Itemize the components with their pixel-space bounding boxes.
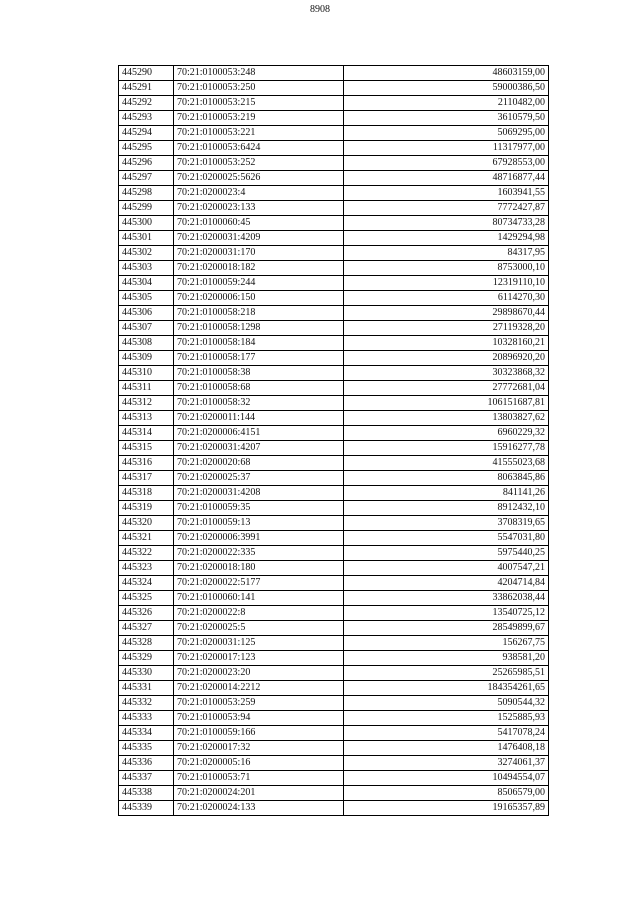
- table-row: [119, 306, 549, 321]
- row-number-cell: 445318: [119, 486, 174, 501]
- table-row: [119, 516, 549, 531]
- cadastral-number-cell: 70:21:0100060:141: [174, 591, 344, 606]
- row-number-cell: 445323: [119, 561, 174, 576]
- table-row: [119, 786, 549, 801]
- cadastral-value-cell: 19165357,89: [344, 801, 549, 816]
- cadastral-value-cell: 4007547,21: [344, 561, 549, 576]
- cadastral-value-cell: 3708319,65: [344, 516, 549, 531]
- cadastral-value-cell: 5547031,80: [344, 531, 549, 546]
- table-row: [119, 291, 549, 306]
- cadastral-value-cell: 938581,20: [344, 651, 549, 666]
- row-number-cell: 445329: [119, 651, 174, 666]
- cadastral-value-cell: 156267,75: [344, 636, 549, 651]
- row-number-cell: 445339: [119, 801, 174, 816]
- cadastral-value-cell: 3274061,37: [344, 756, 549, 771]
- table-row: [119, 426, 549, 441]
- cadastral-number-cell: 70:21:0100053:259: [174, 696, 344, 711]
- row-number-cell: 445301: [119, 231, 174, 246]
- table-row: [119, 681, 549, 696]
- table-row: [119, 606, 549, 621]
- table-row: [119, 96, 549, 111]
- cadastral-value-cell: 28549899,67: [344, 621, 549, 636]
- table-row: [119, 546, 549, 561]
- row-number-cell: 445310: [119, 366, 174, 381]
- cadastral-number-cell: 70:21:0200011:144: [174, 411, 344, 426]
- cadastral-value-cell: 11317977,00: [344, 141, 549, 156]
- cadastral-value-cell: 5417078,24: [344, 726, 549, 741]
- table-row: [119, 486, 549, 501]
- table-row: [119, 171, 549, 186]
- cadastral-value-cell: 27119328,20: [344, 321, 549, 336]
- row-number-cell: 445298: [119, 186, 174, 201]
- table-row: [119, 621, 549, 636]
- row-number-cell: 445328: [119, 636, 174, 651]
- row-number-cell: 445311: [119, 381, 174, 396]
- row-number-cell: 445327: [119, 621, 174, 636]
- cadastral-value-cell: 1525885,93: [344, 711, 549, 726]
- row-number-cell: 445333: [119, 711, 174, 726]
- cadastral-number-cell: 70:21:0200006:150: [174, 291, 344, 306]
- row-number-cell: 445297: [119, 171, 174, 186]
- row-number-cell: 445330: [119, 666, 174, 681]
- table-row: [119, 456, 549, 471]
- table-row: [119, 216, 549, 231]
- table-row: [119, 561, 549, 576]
- table-row: [119, 246, 549, 261]
- table-row: [119, 591, 549, 606]
- cadastral-number-cell: 70:21:0200023:20: [174, 666, 344, 681]
- table-row: [119, 261, 549, 276]
- cadastral-number-cell: 70:21:0200020:68: [174, 456, 344, 471]
- cadastral-number-cell: 70:21:0200023:133: [174, 201, 344, 216]
- cadastral-value-cell: 48603159,00: [344, 66, 549, 81]
- cadastral-value-cell: 106151687,81: [344, 396, 549, 411]
- cadastral-number-cell: 70:21:0100053:71: [174, 771, 344, 786]
- row-number-cell: 445302: [119, 246, 174, 261]
- table-row: [119, 126, 549, 141]
- row-number-cell: 445313: [119, 411, 174, 426]
- cadastral-number-cell: 70:21:0200023:4: [174, 186, 344, 201]
- cadastral-value-cell: 6114270,30: [344, 291, 549, 306]
- cadastral-value-cell: 13540725,12: [344, 606, 549, 621]
- row-number-cell: 445335: [119, 741, 174, 756]
- cadastral-number-cell: 70:21:0200031:4207: [174, 441, 344, 456]
- cadastral-value-cell: 27772681,04: [344, 381, 549, 396]
- row-number-cell: 445294: [119, 126, 174, 141]
- row-number-cell: 445338: [119, 786, 174, 801]
- row-number-cell: 445309: [119, 351, 174, 366]
- cadastral-value-cell: 84317,95: [344, 246, 549, 261]
- table-row: [119, 141, 549, 156]
- row-number-cell: 445325: [119, 591, 174, 606]
- table-row: [119, 396, 549, 411]
- table-row: [119, 726, 549, 741]
- table-body: [119, 66, 549, 816]
- cadastral-number-cell: 70:21:0100058:32: [174, 396, 344, 411]
- table-row: [119, 321, 549, 336]
- row-number-cell: 445322: [119, 546, 174, 561]
- cadastral-number-cell: 70:21:0200022:5177: [174, 576, 344, 591]
- table-row: [119, 576, 549, 591]
- cadastral-number-cell: 70:21:0100059:244: [174, 276, 344, 291]
- cadastral-number-cell: 70:21:0200031:4208: [174, 486, 344, 501]
- row-number-cell: 445319: [119, 501, 174, 516]
- table-row: [119, 501, 549, 516]
- row-number-cell: 445308: [119, 336, 174, 351]
- table-row: [119, 711, 549, 726]
- table-row: [119, 366, 549, 381]
- table-row: [119, 201, 549, 216]
- table-row: [119, 231, 549, 246]
- table-row: [119, 636, 549, 651]
- cadastral-value-cell: 841141,26: [344, 486, 549, 501]
- cadastral-number-cell: 70:21:0100058:218: [174, 306, 344, 321]
- cadastral-number-cell: 70:21:0100053:221: [174, 126, 344, 141]
- cadastral-value-cell: 5975440,25: [344, 546, 549, 561]
- table-row: [119, 336, 549, 351]
- row-number-cell: 445317: [119, 471, 174, 486]
- table-row: [119, 156, 549, 171]
- cadastral-number-cell: 70:21:0200022:335: [174, 546, 344, 561]
- cadastral-value-cell: 184354261,65: [344, 681, 549, 696]
- row-number-cell: 445307: [119, 321, 174, 336]
- table-row: [119, 81, 549, 96]
- cadastral-number-cell: 70:21:0200006:4151: [174, 426, 344, 441]
- table-row: [119, 756, 549, 771]
- cadastral-number-cell: 70:21:0200031:170: [174, 246, 344, 261]
- table-row: [119, 651, 549, 666]
- cadastral-number-cell: 70:21:0100058:177: [174, 351, 344, 366]
- cadastral-value-cell: 33862038,44: [344, 591, 549, 606]
- cadastral-number-cell: 70:21:0100060:45: [174, 216, 344, 231]
- table-row: [119, 741, 549, 756]
- cadastral-value-cell: 7772427,87: [344, 201, 549, 216]
- cadastral-number-cell: 70:21:0100058:184: [174, 336, 344, 351]
- table-row: [119, 276, 549, 291]
- row-number-cell: 445316: [119, 456, 174, 471]
- table-row: [119, 771, 549, 786]
- cadastral-number-cell: 70:21:0200024:201: [174, 786, 344, 801]
- cadastral-number-cell: 70:21:0100058:38: [174, 366, 344, 381]
- cadastral-number-cell: 70:21:0200031:4209: [174, 231, 344, 246]
- table-row: [119, 531, 549, 546]
- cadastral-number-cell: 70:21:0100053:219: [174, 111, 344, 126]
- cadastral-number-cell: 70:21:0200025:5626: [174, 171, 344, 186]
- cadastral-number-cell: 70:21:0100053:248: [174, 66, 344, 81]
- table-row: [119, 471, 549, 486]
- cadastral-value-cell: 1603941,55: [344, 186, 549, 201]
- row-number-cell: 445296: [119, 156, 174, 171]
- row-number-cell: 445326: [119, 606, 174, 621]
- row-number-cell: 445312: [119, 396, 174, 411]
- cadastral-value-cell: 1429294,98: [344, 231, 549, 246]
- cadastral-value-cell: 20896920,20: [344, 351, 549, 366]
- cadastral-value-cell: 59000386,50: [344, 81, 549, 96]
- cadastral-value-cell: 15916277,78: [344, 441, 549, 456]
- table-row: [119, 111, 549, 126]
- cadastral-value-cell: 2110482,00: [344, 96, 549, 111]
- row-number-cell: 445331: [119, 681, 174, 696]
- cadastral-number-cell: 70:21:0200005:16: [174, 756, 344, 771]
- table-row: [119, 351, 549, 366]
- cadastral-number-cell: 70:21:0200025:37: [174, 471, 344, 486]
- cadastral-value-cell: 5090544,32: [344, 696, 549, 711]
- table-row: [119, 696, 549, 711]
- row-number-cell: 445295: [119, 141, 174, 156]
- row-number-cell: 445315: [119, 441, 174, 456]
- row-number-cell: 445291: [119, 81, 174, 96]
- row-number-cell: 445303: [119, 261, 174, 276]
- cadastral-number-cell: 70:21:0200017:32: [174, 741, 344, 756]
- cadastral-number-cell: 70:21:0100053:215: [174, 96, 344, 111]
- cadastral-number-cell: 70:21:0100053:94: [174, 711, 344, 726]
- table-row: [119, 441, 549, 456]
- cadastral-value-cell: 3610579,50: [344, 111, 549, 126]
- page-number: 8908: [310, 4, 330, 15]
- cadastral-value-cell: 67928553,00: [344, 156, 549, 171]
- cadastral-number-cell: 70:21:0200025:5: [174, 621, 344, 636]
- cadastral-value-cell: 6960229,32: [344, 426, 549, 441]
- cadastral-value-cell: 8912432,10: [344, 501, 549, 516]
- cadastral-number-cell: 70:21:0200022:8: [174, 606, 344, 621]
- row-number-cell: 445320: [119, 516, 174, 531]
- cadastral-value-cell: 48716877,44: [344, 171, 549, 186]
- cadastral-number-cell: 70:21:0200006:3991: [174, 531, 344, 546]
- cadastral-number-cell: 70:21:0100058:1298: [174, 321, 344, 336]
- row-number-cell: 445332: [119, 696, 174, 711]
- table-row: [119, 381, 549, 396]
- cadastral-number-cell: 70:21:0200017:123: [174, 651, 344, 666]
- cadastral-value-cell: 8063845,86: [344, 471, 549, 486]
- cadastral-value-cell: 5069295,00: [344, 126, 549, 141]
- cadastral-value-cell: 12319110,10: [344, 276, 549, 291]
- cadastral-value-cell: 10494554,07: [344, 771, 549, 786]
- row-number-cell: 445314: [119, 426, 174, 441]
- row-number-cell: 445299: [119, 201, 174, 216]
- row-number-cell: 445337: [119, 771, 174, 786]
- cadastral-value-table: [118, 65, 549, 816]
- row-number-cell: 445324: [119, 576, 174, 591]
- row-number-cell: 445290: [119, 66, 174, 81]
- row-number-cell: 445293: [119, 111, 174, 126]
- cadastral-number-cell: 70:21:0200018:182: [174, 261, 344, 276]
- cadastral-value-cell: 80734733,28: [344, 216, 549, 231]
- row-number-cell: 445321: [119, 531, 174, 546]
- cadastral-value-cell: 25265985,51: [344, 666, 549, 681]
- cadastral-value-cell: 8506579,00: [344, 786, 549, 801]
- cadastral-value-cell: 1476408,18: [344, 741, 549, 756]
- cadastral-value-cell: 8753000,10: [344, 261, 549, 276]
- cadastral-value-cell: 13803827,62: [344, 411, 549, 426]
- cadastral-number-cell: 70:21:0200031:125: [174, 636, 344, 651]
- table-row: [119, 666, 549, 681]
- table-row: [119, 801, 549, 816]
- row-number-cell: 445306: [119, 306, 174, 321]
- cadastral-number-cell: 70:21:0100059:13: [174, 516, 344, 531]
- cadastral-value-cell: 41555023,68: [344, 456, 549, 471]
- cadastral-value-cell: 10328160,21: [344, 336, 549, 351]
- cadastral-number-cell: 70:21:0200014:2212: [174, 681, 344, 696]
- row-number-cell: 445336: [119, 756, 174, 771]
- table-row: [119, 66, 549, 81]
- cadastral-number-cell: 70:21:0100058:68: [174, 381, 344, 396]
- cadastral-number-cell: 70:21:0100053:252: [174, 156, 344, 171]
- cadastral-number-cell: 70:21:0100059:35: [174, 501, 344, 516]
- row-number-cell: 445304: [119, 276, 174, 291]
- cadastral-number-cell: 70:21:0200024:133: [174, 801, 344, 816]
- row-number-cell: 445305: [119, 291, 174, 306]
- table-row: [119, 186, 549, 201]
- cadastral-value-cell: 4204714,84: [344, 576, 549, 591]
- cadastral-number-cell: 70:21:0100059:166: [174, 726, 344, 741]
- cadastral-number-cell: 70:21:0200018:180: [174, 561, 344, 576]
- cadastral-number-cell: 70:21:0100053:250: [174, 81, 344, 96]
- document-table-container: [118, 65, 548, 816]
- table-row: [119, 411, 549, 426]
- row-number-cell: 445292: [119, 96, 174, 111]
- cadastral-value-cell: 30323868,32: [344, 366, 549, 381]
- row-number-cell: 445300: [119, 216, 174, 231]
- cadastral-number-cell: 70:21:0100053:6424: [174, 141, 344, 156]
- cadastral-value-cell: 29898670,44: [344, 306, 549, 321]
- row-number-cell: 445334: [119, 726, 174, 741]
